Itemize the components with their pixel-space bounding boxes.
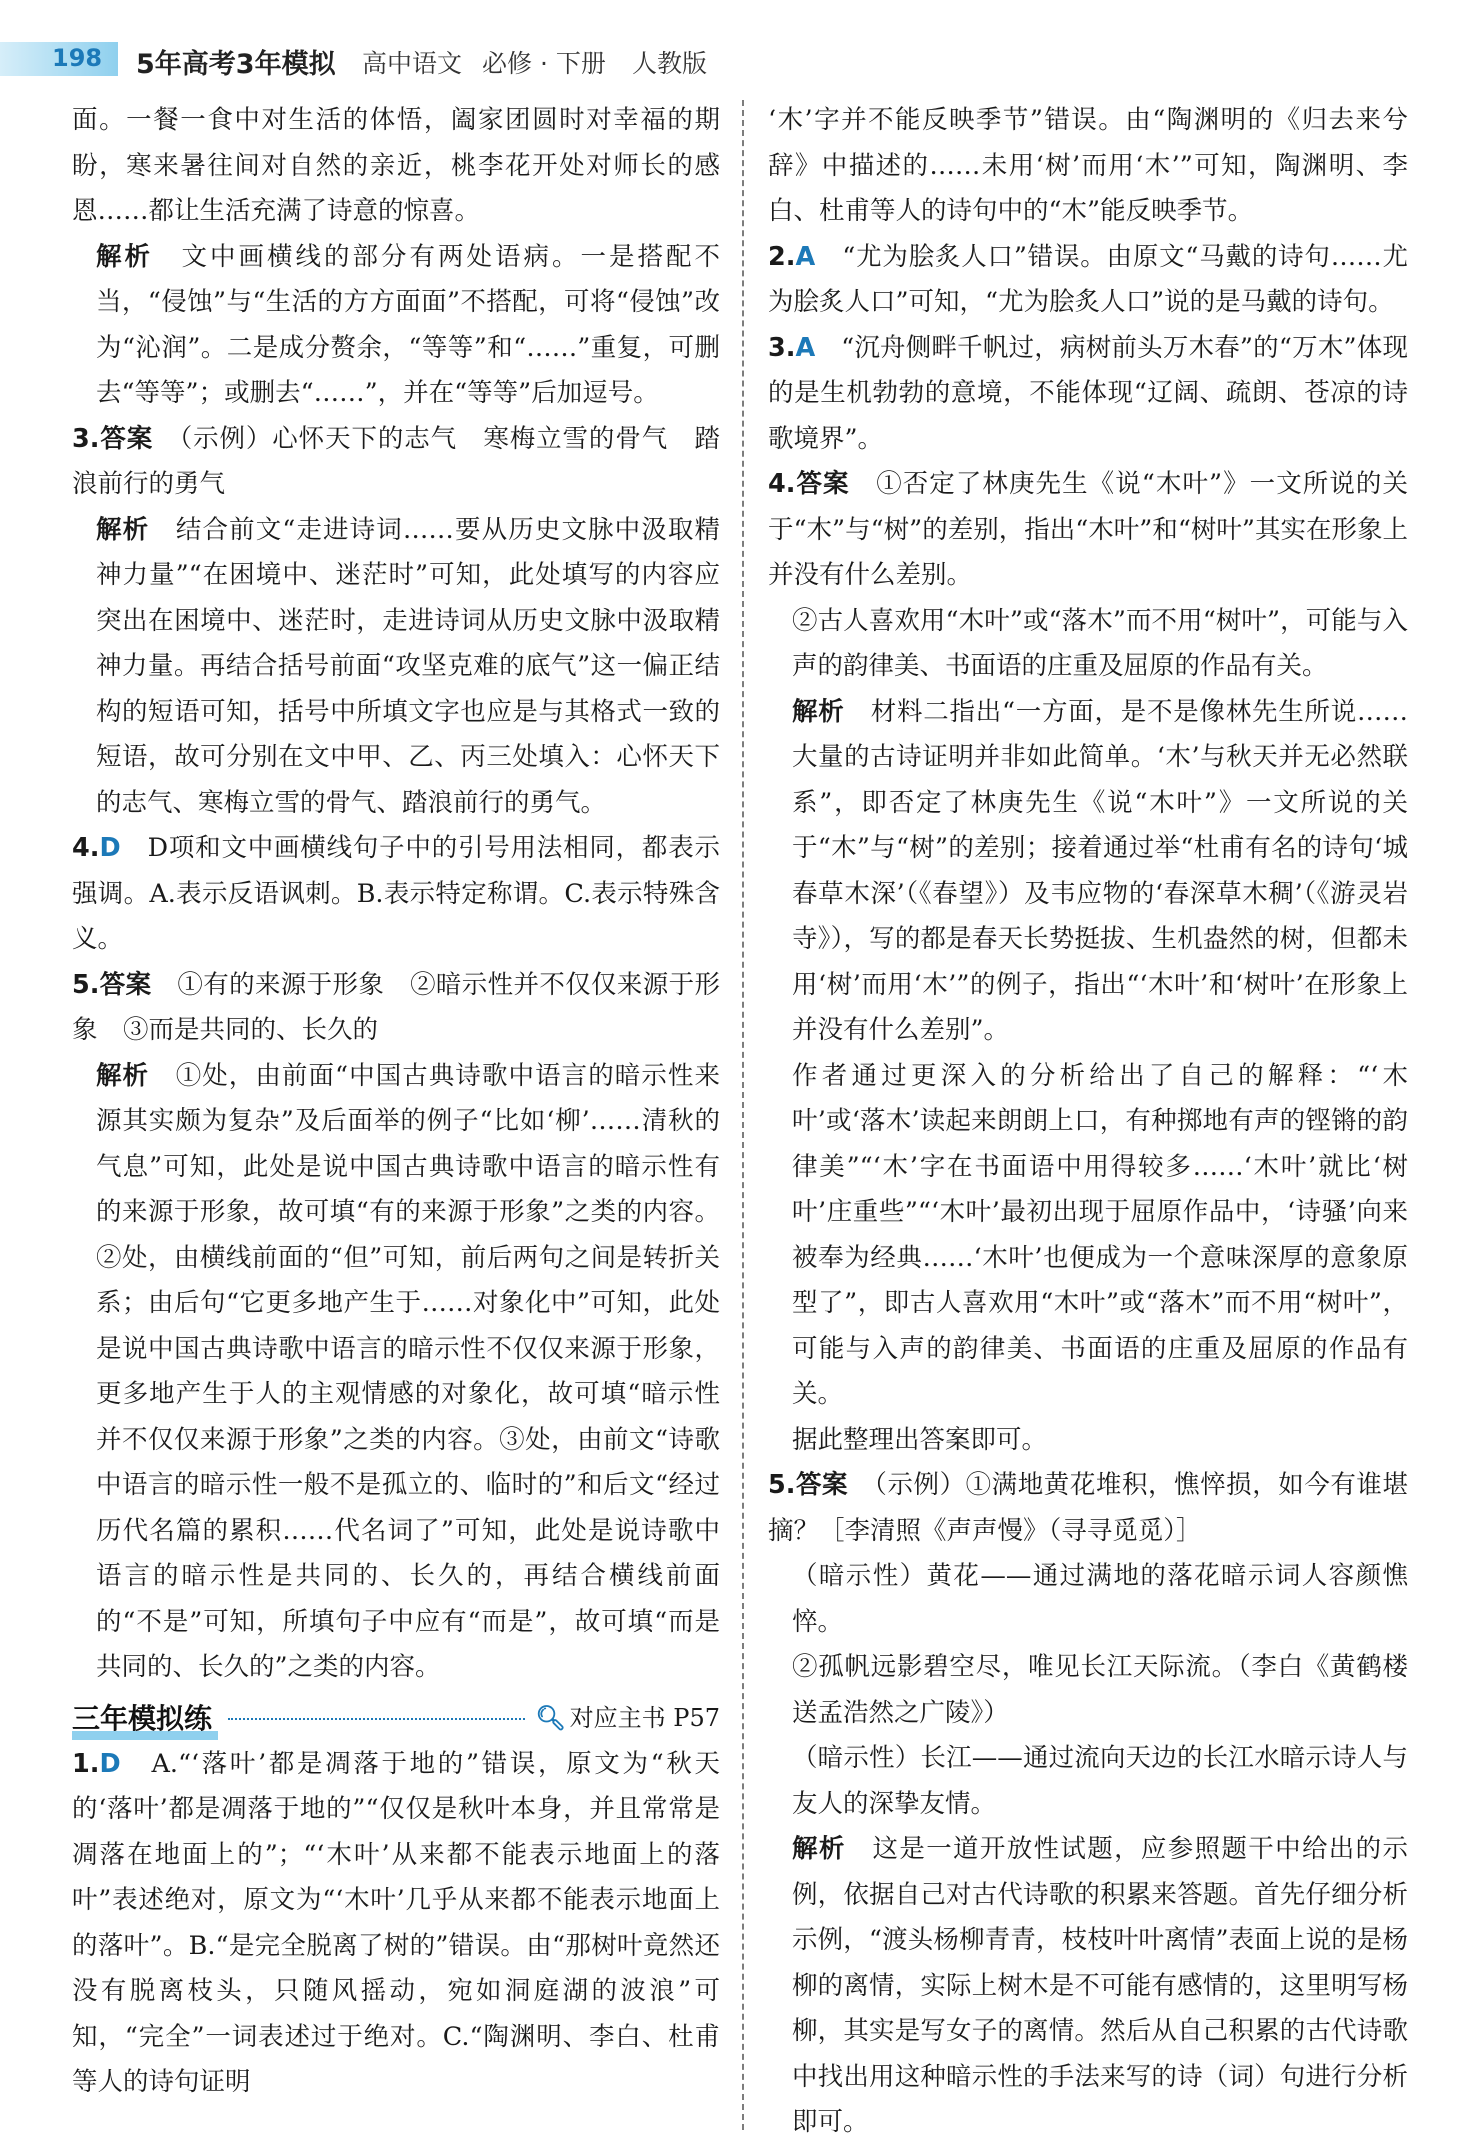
subject: 高中语文 [362, 49, 463, 78]
paragraph: 面。一餐一食中对生活的体悟，阖家团圆时对幸福的期盼，寒来暑往间对自然的亲近，桃李花开处对师长的感恩……都让生活充满了诗意的惊喜。 [72, 105, 720, 226]
mock-question-4-answer: 4.答案 ①否定了林庚先生《说“木叶”》一文所说的关于“木”与“树”的差别，指出“木叶”和“树叶”其实在形象上并没有什么差别。 [768, 469, 1408, 590]
right-column [768, 98, 1408, 2146]
section-reference: 🔍︎ 对应主书 P57 [535, 1696, 720, 1742]
mock-question-3: 3.A “沉舟侧畔千帆过，病树前头万木春”的“万木”体现的是生机勃勃的意境，不能体现“辽阔、疏朗、苍凉的诗歌境界”。 [768, 332, 1408, 454]
question-4: 4.D D项和文中画横线句子中的引号用法相同，都表示强调。A.表示反语讽刺。B.表示特定称谓。C.表示特殊含义。 [72, 833, 720, 954]
answer-line: （暗示性）长江——通过流向天边的长江水暗示诗人与友人的深挚友情。 [792, 1743, 1408, 1819]
page-number: 198 [52, 44, 103, 72]
mock-question-4-analysis: 解析 材料二指出“一方面，是不是像林先生所说……大量的古诗证明并非如此简单。‘木’与秋天并无必然联系”，即否定了林庚先生《说“木叶”》一文所说的关于“木”与“树”的差别；接着通过举“杜甫有名的诗句‘城春草木深’（《春望》）及韦应物的‘春深草木稠’（《游灵岩寺》），写的都是春天长势挺拔、生机盎然的树，但都未用‘树’而用‘木’”的例子，指出“‘木叶’和‘树叶’在形象上并没有什么差别”。 [792, 696, 1408, 1045]
mock-question-5-answer: 5.答案 （示例）①满地黄花堆积，憔悴损，如今有谁堪摘？［李清照《声声慢》（寻寻觅觅）］ [768, 1470, 1408, 1546]
section-title: 三年模拟练 [72, 1696, 218, 1742]
mock-question-1: 1.D A.“‘落叶’都是凋落于地的”错误，原文为“秋天的‘落叶’都是凋落于地的”“仅仅是秋叶本身，并且常常是凋落在地面上的”；“‘木叶’从来都不能表示地面上的落叶”表述绝对，原文为“‘木叶’几乎从来都不能表示地面上的落叶”。B.“是完全脱离了树的”错误。由“那树叶竟然还没有脱离枝头，只随风摇动，宛如洞庭湖的波浪”可知，“完全”一词表述过于绝对。C.“陶渊明、李白、杜甫等人的诗句证明 [72, 1748, 720, 2097]
book-title: 5年高考3年模拟 [136, 49, 336, 80]
edition: 人教版 [632, 49, 708, 78]
mock-question-2: 2.A “尤为脍炙人口”错误。由原文“马戴的诗句……尤为脍炙人口”可知，“尤为脍炙人口”说的是马戴的诗句。 [768, 241, 1408, 317]
mock-question-5-analysis: 解析 这是一道开放性试题，应参照题干中给出的示例，依据自己对古代诗歌的积累来答题。首先仔细分析示例，“渡头杨柳青青，枝枝叶叶离情”表面上说的是杨柳的离情，实际上树木是不可能有感情的，这里明写杨柳，其实是写女子的离情。然后从自己积累的古代诗歌中找出用这种暗示性的手法来写的诗（词）句进行分析即可。 [792, 1834, 1408, 2137]
paragraph: ‘木’字并不能反映季节”错误。由“陶渊明的《归去来兮辞》中描述的……未用‘树’而用‘木’”可知，陶渊明、李白、杜甫等人的诗句中的“木”能反映季节。 [768, 105, 1408, 226]
section-dotted-rule [228, 1718, 525, 1720]
question-3-analysis: 解析 结合前文“走进诗词……要从历史文脉中汲取精神力量”“在困境中、迷茫时”可知，此处填写的内容应突出在困境中、迷茫时，走进诗词从历史文脉中汲取精神力量。再结合括号前面“攻坚克难的底气”这一偏正结构的短语可知，括号中所填文字也应是与其格式一致的短语，故可分别在文中甲、乙、丙三处填入：心怀天下的志气、寒梅立雪的骨气、踏浪前行的勇气。 [96, 514, 720, 818]
page-header [0, 0, 1469, 80]
question-5-analysis: 解析 ①处，由前面“中国古典诗歌中语言的暗示性来源其实颇为复杂”及后面举的例子“比如‘柳’……清秋的气息”可知，此处是说中国古典诗歌中语言的暗示性有的来源于形象，故可填“有的来源于形象”之类的内容。②处，由横线前面的“但”可知，前后两句之间是转折关系；由后句“它更多地产生于……对象化中”可知，此处是说中国古典诗歌中语言的暗示性不仅仅来源于形象，更多地产生于人的主观情感的对象化，故可填“暗示性并不仅仅来源于形象”之类的内容。③处，由前文“诗歌中语言的暗示性一般不是孤立的、临时的”和后文“经过历代名篇的累积……代名词了”可知，此处是说诗歌中语言的暗示性是共同的、长久的，再结合横线前面的“不是”可知，所填句子中应有“而是”，故可填“而是共同的、长久的”之类的内容。 [96, 1060, 720, 1682]
search-icon: 🔍︎ [535, 1704, 566, 1733]
question-3-answer: 3.答案 （示例）心怀天下的志气 寒梅立雪的骨气 踏浪前行的勇气 [72, 423, 720, 499]
analysis: 解析 文中画横线的部分有两处语病。一是搭配不当，“侵蚀”与“生活的方方面面”不搭配，可将“侵蚀”改为“沁润”。二是成分赘余，“等等”和“……”重复，可删去“等等”；或删去“……”，并在“等等”后加逗号。 [96, 241, 720, 408]
answer-line: ②古人喜欢用“木叶”或“落木”而不用“树叶”，可能与入声的韵律美、书面语的庄重及屈原的作品有关。 [792, 605, 1408, 681]
section-header [72, 1697, 720, 1742]
left-column [72, 98, 720, 2106]
answer-line: ②孤帆远影碧空尽，唯见长江天际流。（李白《黄鹤楼送孟浩然之广陵》） [792, 1652, 1408, 1728]
volume: 必修 · 下册 [482, 49, 606, 78]
analysis-paragraph: 作者通过更深入的分析给出了自己的解释：“‘木叶’或‘落木’读起来朗朗上口，有种掷地有声的铿锵的韵律美”“‘木’字在书面语中用得较多……‘木叶’就比‘树叶’庄重些”“‘木叶’最初出现于屈原作品中，‘诗骚’向来被奉为经典……‘木叶’也便成为一个意味深厚的意象原型了”，即古人喜欢用“木叶”或“落木”而不用“树叶”，可能与入声的韵律美、书面语的庄重及屈原的作品有关。 [792, 1060, 1408, 1409]
column-divider [742, 100, 744, 2130]
analysis-paragraph: 据此整理出答案即可。 [792, 1424, 1048, 1455]
question-5-answer: 5.答案 ①有的来源于形象 ②暗示性并不仅仅来源于形象 ③而是共同的、长久的 [72, 969, 720, 1045]
answer-line: （暗示性）黄花——通过满地的落花暗示词人容颜憔悴。 [792, 1561, 1408, 1637]
